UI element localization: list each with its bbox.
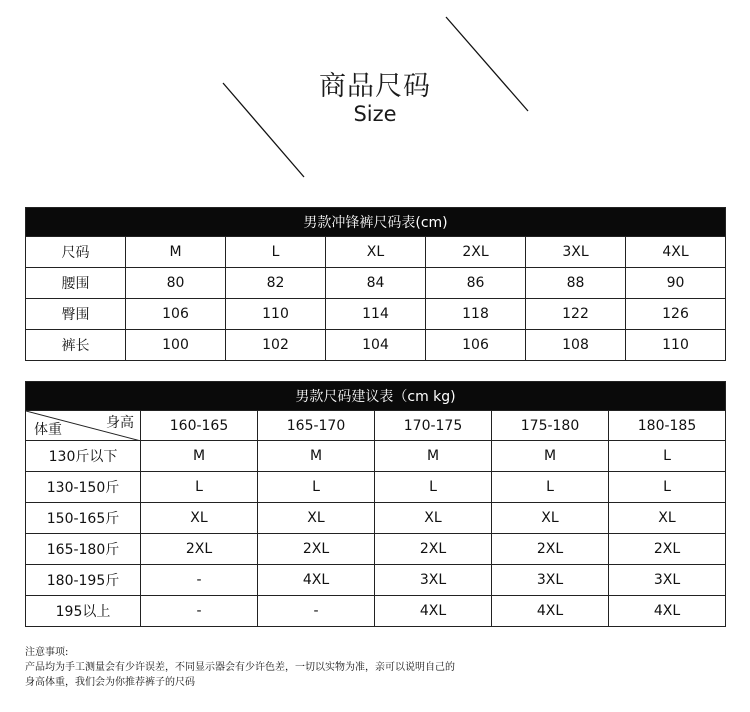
table-cell: L: [492, 472, 609, 503]
size-header: 2XL: [426, 237, 526, 268]
page-title: 商品尺码: [319, 71, 431, 102]
table-cell: L: [609, 472, 726, 503]
table-cell: 2XL: [492, 534, 609, 565]
height-header: 175-180: [492, 411, 609, 441]
table-cell: 104: [326, 330, 426, 361]
pants-table-title: 男款冲锋裤尺码表(cm): [26, 208, 726, 237]
weight-label: 体重: [34, 422, 62, 438]
table-row: [26, 503, 726, 534]
table-row: [26, 472, 726, 503]
size-header: M: [126, 237, 226, 268]
notes: [25, 645, 455, 690]
pants-size-table: [25, 207, 726, 361]
height-label: 身高: [106, 415, 134, 431]
weight-label: 130斤以下: [26, 441, 141, 472]
table-cell: M: [258, 441, 375, 472]
table-row: [26, 299, 726, 330]
table-row: [26, 596, 726, 627]
table-cell: 110: [626, 330, 726, 361]
row-label: 裤长: [26, 330, 126, 361]
table-row: [26, 411, 726, 441]
notes-line: 产品均为手工测量会有少许误差，不同显示器会有少许色差，一切以实物为准，亲可以说明自己的: [25, 662, 455, 673]
row-label: 臀围: [26, 299, 126, 330]
weight-label: 150-165斤: [26, 503, 141, 534]
size-header: 4XL: [626, 237, 726, 268]
height-header: 180-185: [609, 411, 726, 441]
weight-label: 195以上: [26, 596, 141, 627]
table-row: [26, 268, 726, 299]
recommend-table-title: 男款尺码建议表（cm kg): [26, 382, 726, 411]
table-cell: 2XL: [141, 534, 258, 565]
table-cell: L: [375, 472, 492, 503]
table-cell: 82: [226, 268, 326, 299]
row-label: 尺码: [26, 237, 126, 268]
height-header: 165-170: [258, 411, 375, 441]
table-row: [26, 330, 726, 361]
table-cell: 110: [226, 299, 326, 330]
table-cell: 126: [626, 299, 726, 330]
page-subtitle: Size: [353, 102, 397, 126]
table-cell: M: [492, 441, 609, 472]
table-cell: 100: [126, 330, 226, 361]
table-cell: 4XL: [258, 565, 375, 596]
size-header: XL: [326, 237, 426, 268]
table-cell: 2XL: [258, 534, 375, 565]
table-cell: 114: [326, 299, 426, 330]
weight-label: 180-195斤: [26, 565, 141, 596]
table-cell: 122: [526, 299, 626, 330]
table-cell: 4XL: [492, 596, 609, 627]
table-cell: M: [375, 441, 492, 472]
table-cell: 2XL: [609, 534, 726, 565]
table-cell: L: [141, 472, 258, 503]
table-cell: 86: [426, 268, 526, 299]
table-cell: 106: [126, 299, 226, 330]
table-cell: 90: [626, 268, 726, 299]
table-cell: 3XL: [492, 565, 609, 596]
table-cell: 118: [426, 299, 526, 330]
table-row: [26, 565, 726, 596]
table-cell: -: [141, 596, 258, 627]
table-cell: XL: [609, 503, 726, 534]
table-cell: 2XL: [375, 534, 492, 565]
table-row: [26, 534, 726, 565]
weight-label: 165-180斤: [26, 534, 141, 565]
table-cell: -: [258, 596, 375, 627]
weight-label: 130-150斤: [26, 472, 141, 503]
height-header: 160-165: [141, 411, 258, 441]
table-cell: 102: [226, 330, 326, 361]
size-header: L: [226, 237, 326, 268]
table-cell: 4XL: [375, 596, 492, 627]
table-cell: 108: [526, 330, 626, 361]
notes-line: 身高体重，我们会为你推荐裤子的尺码: [25, 677, 195, 688]
table-cell: -: [141, 565, 258, 596]
table-cell: XL: [258, 503, 375, 534]
row-label: 腰围: [26, 268, 126, 299]
notes-heading: 注意事项:: [25, 647, 69, 658]
table-row: [26, 441, 726, 472]
table-cell: XL: [141, 503, 258, 534]
table-cell: XL: [492, 503, 609, 534]
size-recommend-table: [25, 381, 726, 627]
table-cell: L: [609, 441, 726, 472]
table-cell: 88: [526, 268, 626, 299]
table-cell: 3XL: [609, 565, 726, 596]
table-cell: 4XL: [609, 596, 726, 627]
table-cell: 80: [126, 268, 226, 299]
size-header: 3XL: [526, 237, 626, 268]
table-cell: 3XL: [375, 565, 492, 596]
height-header: 170-175: [375, 411, 492, 441]
table-cell: L: [258, 472, 375, 503]
corner-header-cell: [26, 411, 141, 441]
table-cell: M: [141, 441, 258, 472]
table-row: [26, 237, 726, 268]
table-cell: XL: [375, 503, 492, 534]
table-cell: 106: [426, 330, 526, 361]
table-cell: 84: [326, 268, 426, 299]
